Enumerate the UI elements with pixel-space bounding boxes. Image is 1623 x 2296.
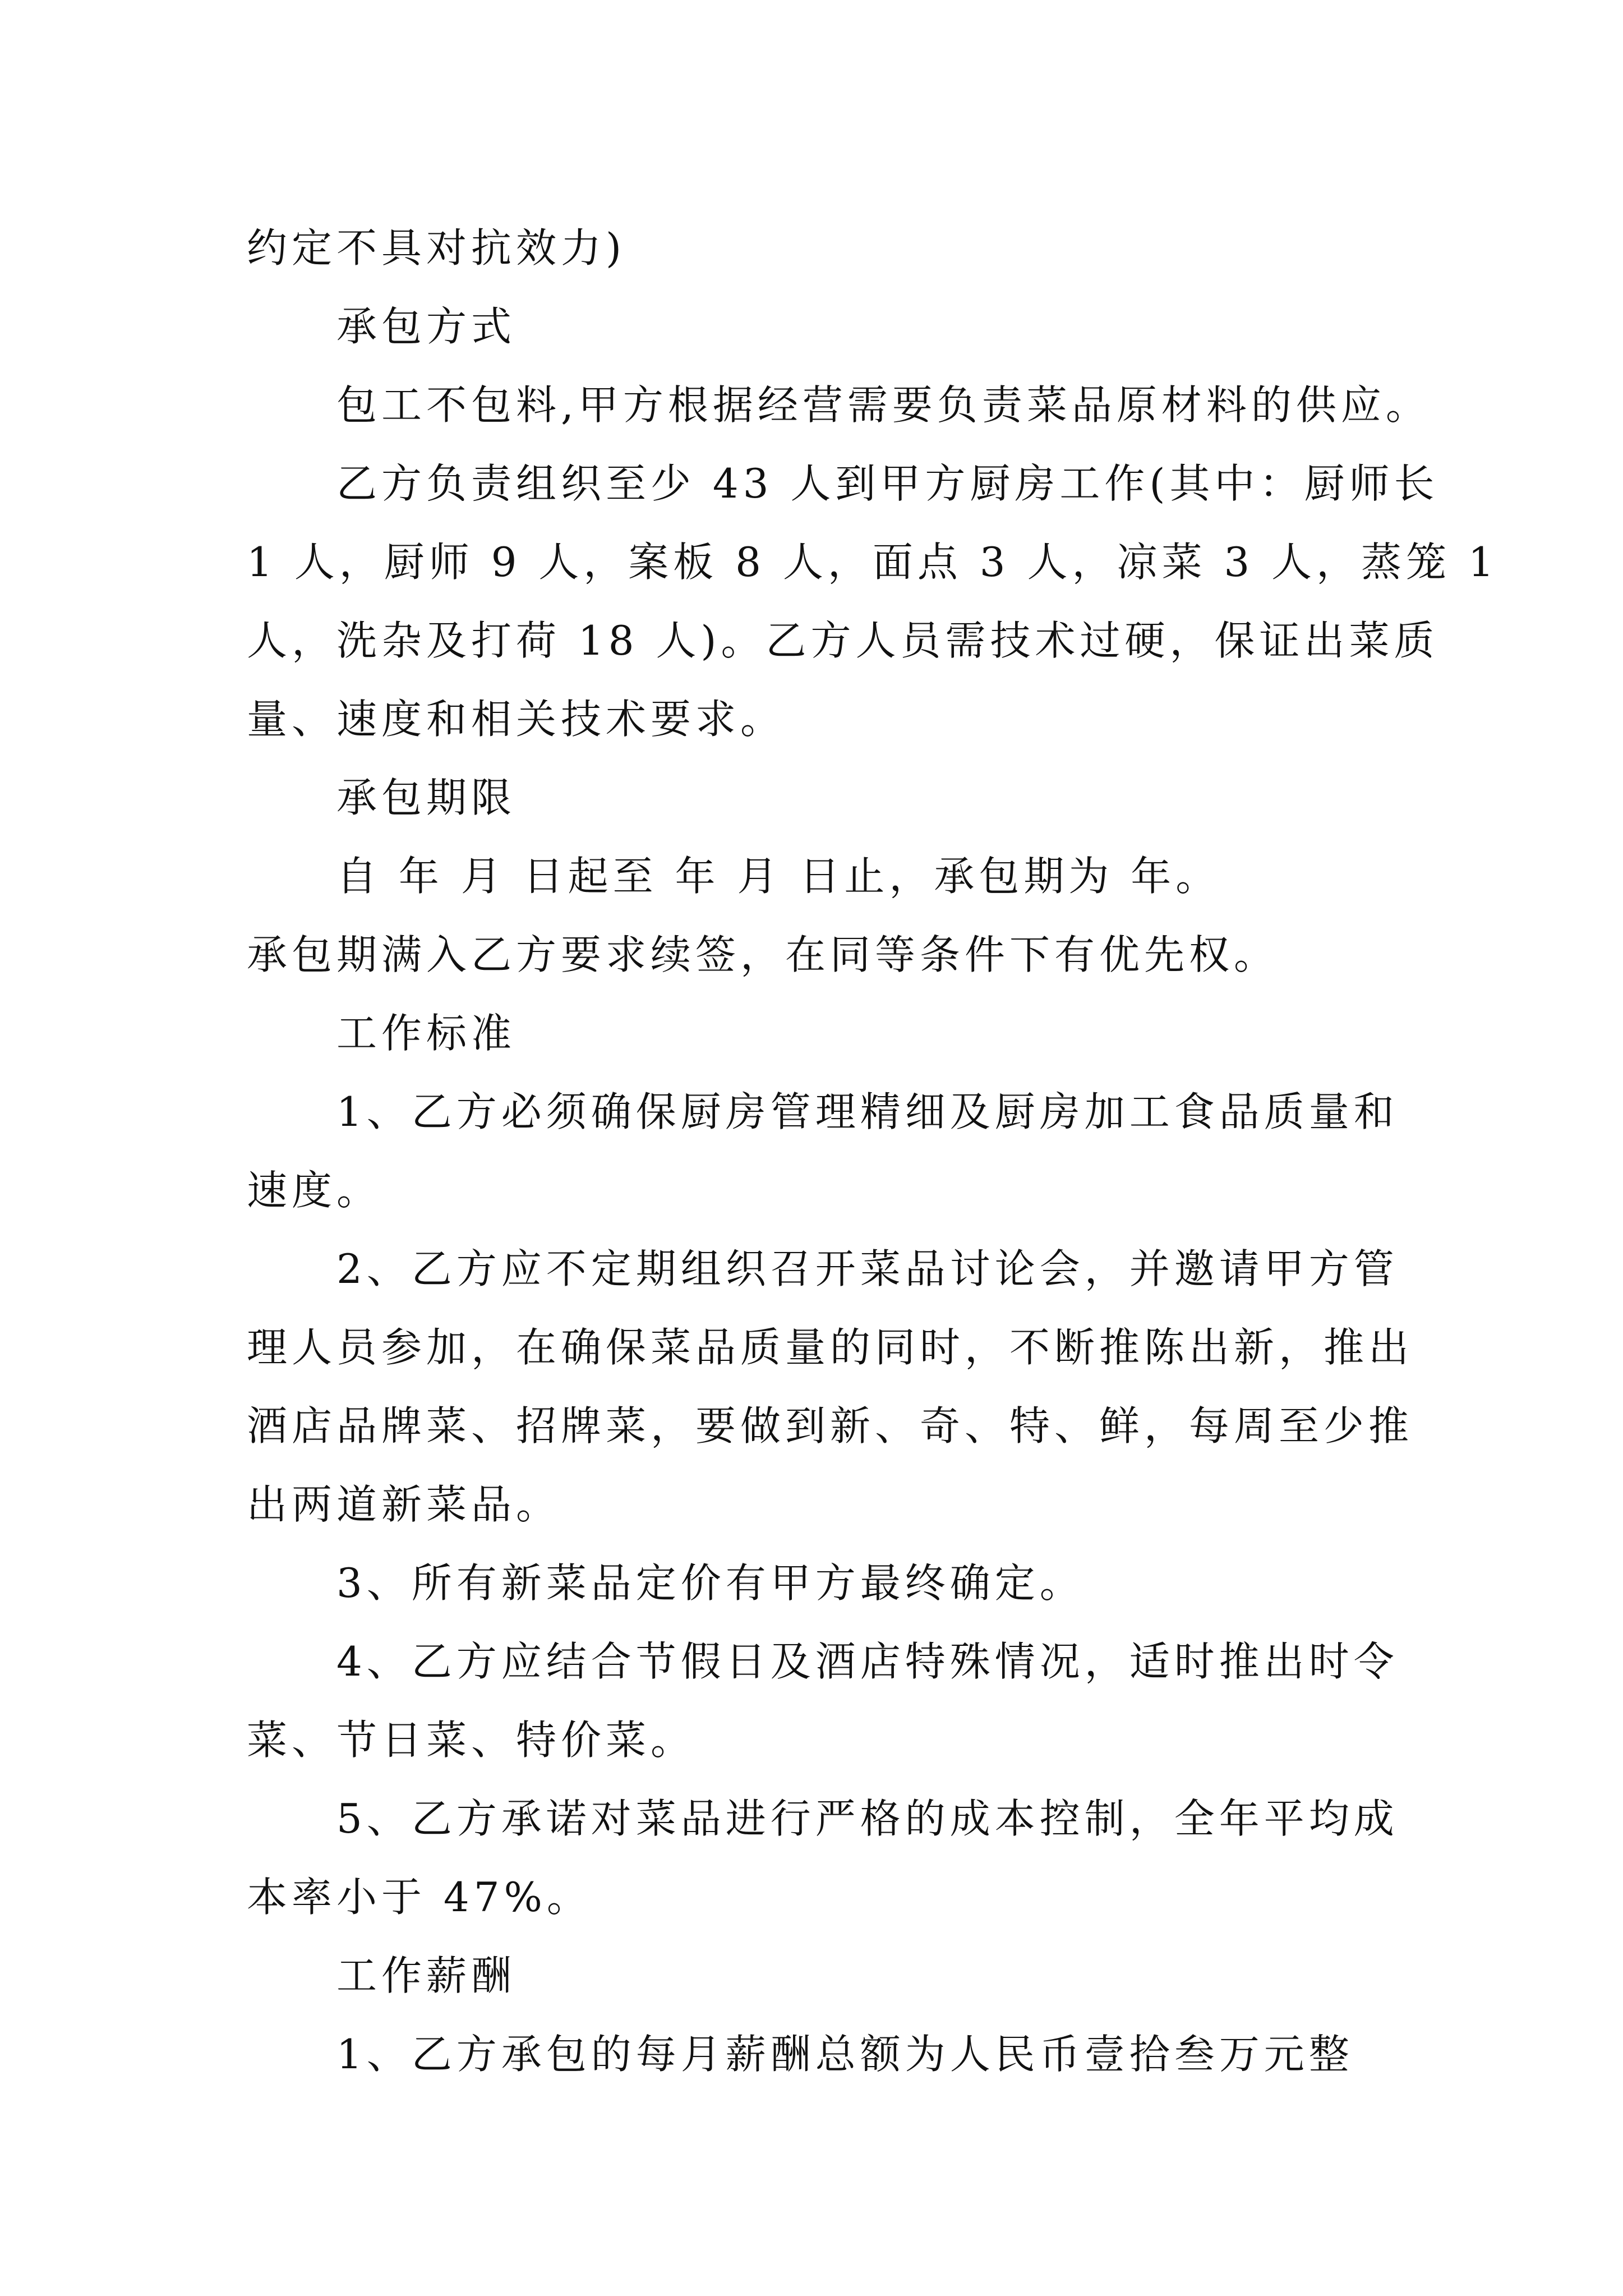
text-line: 乙方负责组织至少 43 人到甲方厨房工作(其中：厨师长 (336, 460, 1439, 507)
text-line: 理人员参加，在确保菜品质量的同时，不断推陈出新，推出 (247, 1324, 1414, 1371)
text-line: 本率小于 47%。 (247, 1874, 592, 1921)
list-item: 4、乙方应结合节假日及酒店特殊情况，适时推出时令 (336, 1638, 1399, 1685)
text-line: 包工不包料,甲方根据经营需要负责菜品原材料的供应。 (336, 381, 1431, 429)
text-line: 1 人，厨师 9 人，案板 8 人，面点 3 人，凉菜 3 人，蒸笼 1 (247, 539, 1498, 586)
list-item: 5、乙方承诺对菜品进行严格的成本控制，全年平均成 (336, 1795, 1399, 1842)
list-item: 1、乙方承包的每月薪酬总额为人民币壹拾叁万元整 (336, 2031, 1354, 2078)
text-line: 速度。 (247, 1167, 382, 1214)
list-item: 2、乙方应不定期组织召开菜品讨论会，并邀请甲方管 (336, 1245, 1399, 1292)
text-line: 菜、节日菜、特价菜。 (247, 1717, 696, 1764)
section-heading-salary: 工作薪酬 (336, 1952, 517, 1999)
text-line: 量、速度和相关技术要求。 (247, 696, 786, 743)
section-heading-contract-method: 承包方式 (336, 303, 517, 350)
section-heading-work-standards: 工作标准 (336, 1010, 517, 1057)
list-item: 1、乙方必须确保厨房管理精细及厨房加工食品质量和 (336, 1088, 1399, 1135)
text-line: 酒店品牌菜、招牌菜，要做到新、奇、特、鲜，每周至少推 (247, 1402, 1414, 1450)
text-line: 人，洗杂及打荷 18 人)。乙方人员需技术过硬，保证出菜质 (247, 617, 1439, 664)
text-line: 出两道新菜品。 (247, 1481, 561, 1528)
section-heading-contract-term: 承包期限 (336, 774, 517, 821)
text-line: 约定不具对抗效力) (247, 224, 626, 272)
document-body (247, 209, 1498, 2093)
text-line: 承包期满入乙方要求续签，在同等条件下有优先权。 (247, 931, 1279, 978)
list-item: 3、所有新菜品定价有甲方最终确定。 (336, 1559, 1085, 1607)
text-line: 自 年 月 日起至 年 月 日止，承包期为 年。 (336, 853, 1221, 900)
